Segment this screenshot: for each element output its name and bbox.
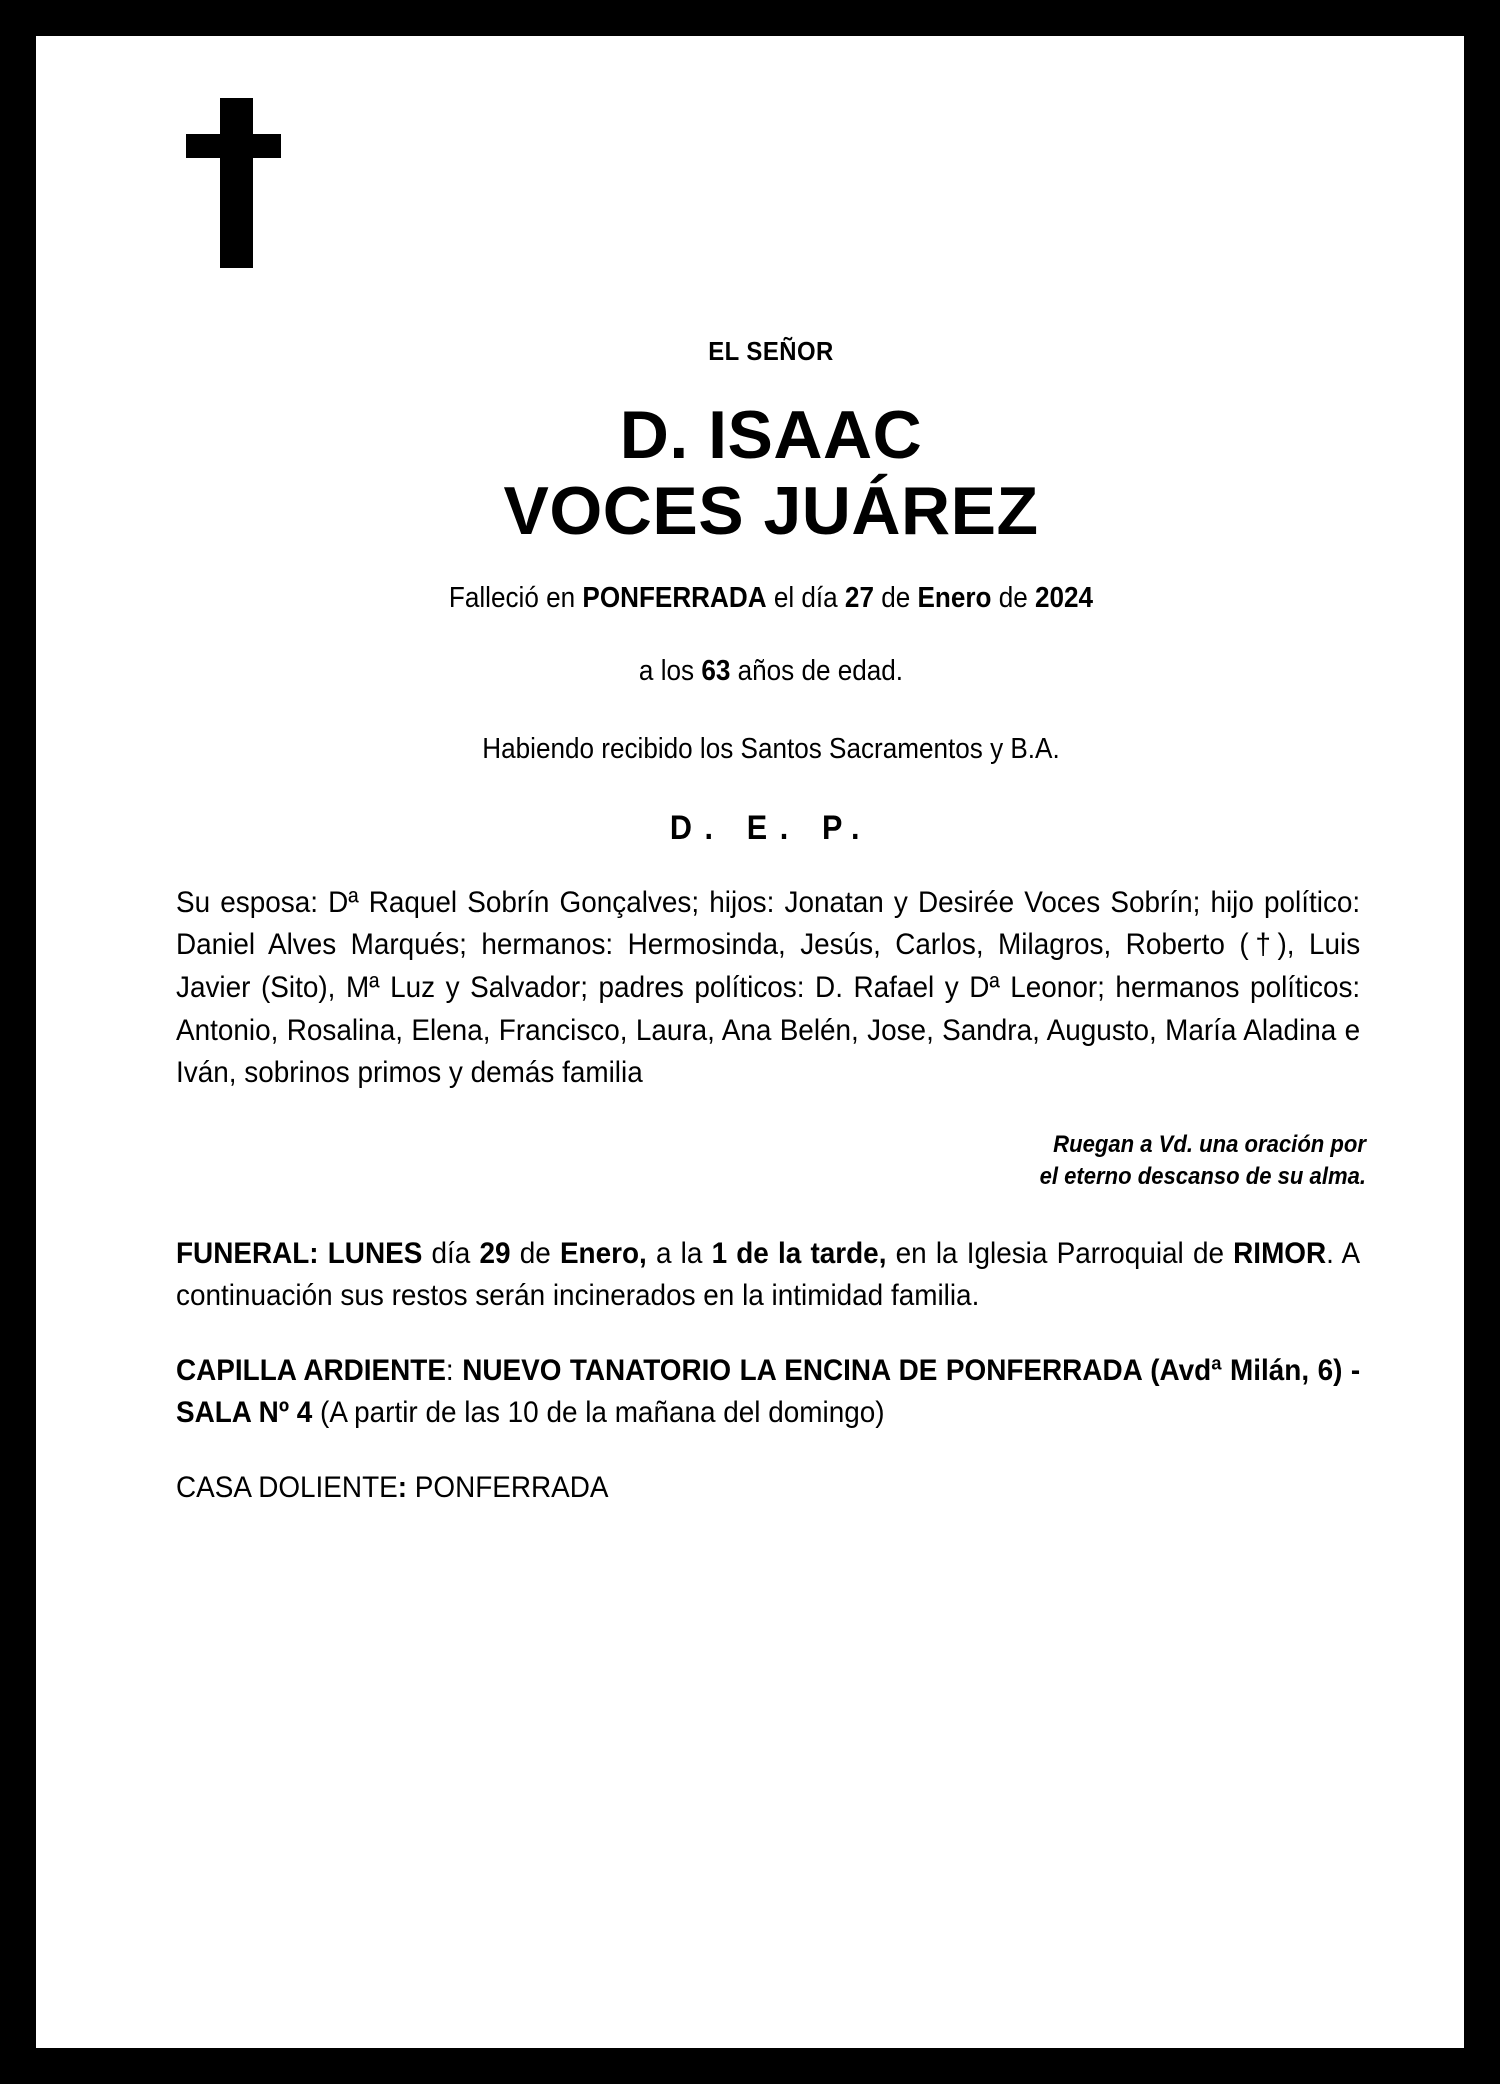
prayer-request	[271, 1129, 1366, 1194]
funeral-dia: día	[422, 1237, 480, 1271]
funeral-rest-2: . A continuación sus restos serán incinerados en la intimidad familia.	[176, 1237, 1361, 1312]
funeral-day: 29	[479, 1237, 511, 1271]
dep-abbreviation: D. E. P.	[669, 808, 873, 847]
chapel-colon: :	[445, 1354, 463, 1388]
death-of2: de	[991, 582, 1036, 615]
cross-vertical-bar	[220, 98, 253, 268]
prayer-line-2: el eterno descanso de su alma.	[1039, 1163, 1366, 1191]
funeral-at: a la	[646, 1237, 712, 1271]
age-suffix: años de edad.	[730, 655, 904, 688]
death-mid: el día	[766, 582, 845, 615]
funeral-rest-1: en la Iglesia Parroquial de	[886, 1237, 1234, 1271]
death-place: PONFERRADA	[582, 582, 767, 615]
age-prefix: a los	[638, 655, 702, 688]
notice-content	[176, 336, 1366, 1508]
death-details-line	[236, 579, 1307, 618]
deceased-name-line-2: VOCES JUÁREZ	[503, 473, 1039, 550]
funeral-church: RIMOR	[1233, 1237, 1327, 1271]
death-month: Enero	[917, 582, 992, 615]
honorific-eyebrow: EL SEÑOR	[708, 336, 834, 366]
age-value: 63	[701, 655, 731, 688]
mourning-house-colon: :	[397, 1471, 415, 1505]
family-survivors-paragraph: Su esposa: Dª Raquel Sobrín Gonçalves; hijos: Jonatan y Desirée Voces Sobrín; hijo político: Daniel Alves Marqués; hermanos: Hermosinda, Jesús, Carlos, Milagros, Roberto (†), Luis Javier (Sito), Mª Luz y Salvador; padres políticos: D. Rafael y Dª Leonor; hermanos políticos: Antonio, Rosalina, Elena, Francisco, Laura, Ana Belén, Jose, Sandra, Augusto, María Aladina e Iván, sobrinos primos y demás familia	[176, 885, 1361, 1090]
notice-sheet	[36, 36, 1464, 2048]
sacraments-line: Habiendo recibido los Santos Sacramentos y B.A.	[482, 732, 1060, 765]
prayer-line-1: Ruegan a Vd. una oración por	[1053, 1130, 1366, 1158]
funeral-section	[176, 1233, 1360, 1316]
age-line	[236, 652, 1307, 691]
funeral-month: Enero,	[559, 1237, 647, 1271]
funeral-of: de	[510, 1237, 560, 1271]
mourning-house-place: PONFERRADA	[414, 1471, 609, 1505]
death-prefix: Falleció en	[448, 582, 583, 615]
deceased-name-line-1: D. ISAAC	[619, 397, 923, 473]
funeral-label: FUNERAL: LUNES	[176, 1237, 423, 1271]
chapel-venue: NUEVO TANATORIO LA ENCINA DE PONFERRADA (Avdª Milán, 6) - SALA Nº 4	[176, 1354, 1361, 1429]
page-inner-border	[14, 14, 1486, 2070]
latin-cross-icon	[186, 98, 281, 268]
deceased-name	[176, 397, 1366, 549]
mourning-house-section	[176, 1467, 1360, 1508]
death-year: 2024	[1035, 582, 1094, 615]
death-day: 27	[844, 582, 874, 615]
mourning-house-label: CASA DOLIENTE	[176, 1471, 398, 1505]
cross-horizontal-bar	[186, 134, 281, 158]
chapel-section	[176, 1350, 1360, 1433]
chapel-note: (A partir de las 10 de la mañana del domingo)	[312, 1395, 885, 1429]
death-of: de	[873, 582, 918, 615]
funeral-time: 1 de la tarde,	[711, 1237, 887, 1271]
chapel-label: CAPILLA ARDIENTE	[176, 1354, 446, 1388]
